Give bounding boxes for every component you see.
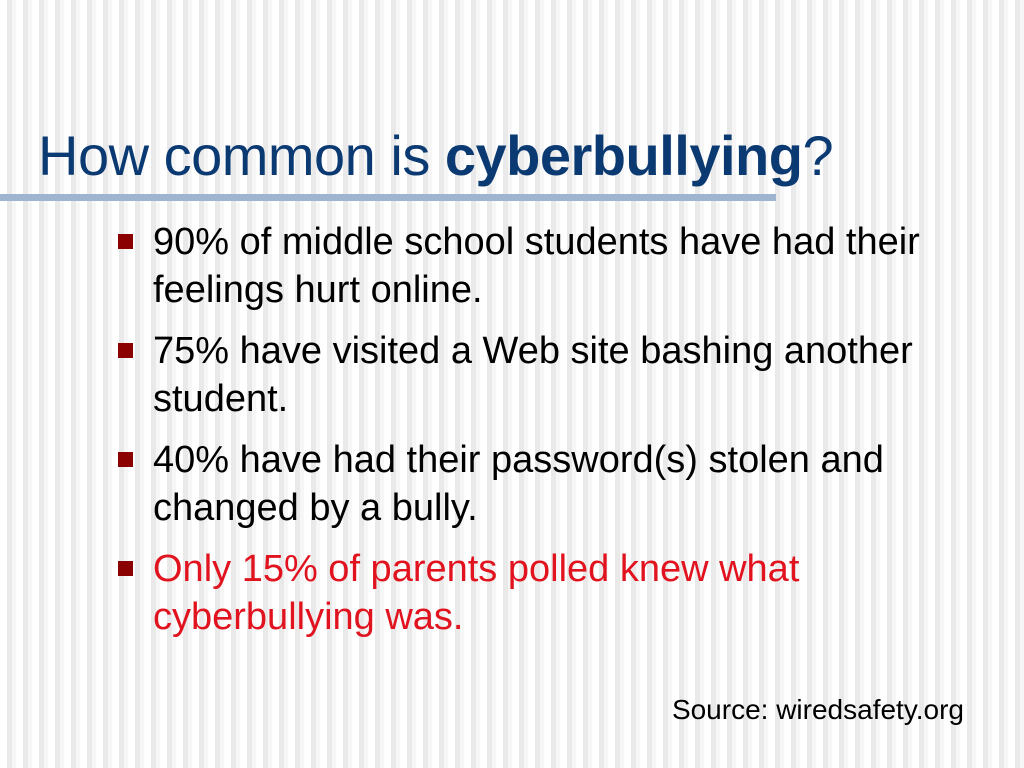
source-citation: Source: wiredsafety.org (671, 694, 964, 725)
title-prefix: How common is (38, 124, 445, 187)
bullet-text: Only 15% of parents polled knew what cyberbullying was. (153, 548, 800, 638)
square-bullet-icon (118, 561, 133, 576)
title-emphasis: cyberbullying (444, 124, 803, 187)
square-bullet-icon (118, 452, 133, 467)
square-bullet-icon (118, 234, 133, 249)
square-bullet-icon (118, 343, 133, 358)
slide-title (38, 122, 833, 190)
bullet-text: 40% have had their password(s) stolen and changed by a bully. (153, 439, 884, 529)
bullet-item-highlight (113, 545, 993, 641)
bullet-item (113, 218, 993, 314)
bullet-text: 75% have visited a Web site bashing another student. (153, 330, 913, 420)
bullet-item (113, 327, 993, 423)
bullet-item (113, 436, 993, 532)
title-underline-rule (0, 194, 776, 201)
bullet-text: 90% of middle school students have had their feelings hurt online. (153, 221, 920, 311)
bullet-list (113, 218, 993, 654)
title-suffix: ? (802, 124, 834, 187)
